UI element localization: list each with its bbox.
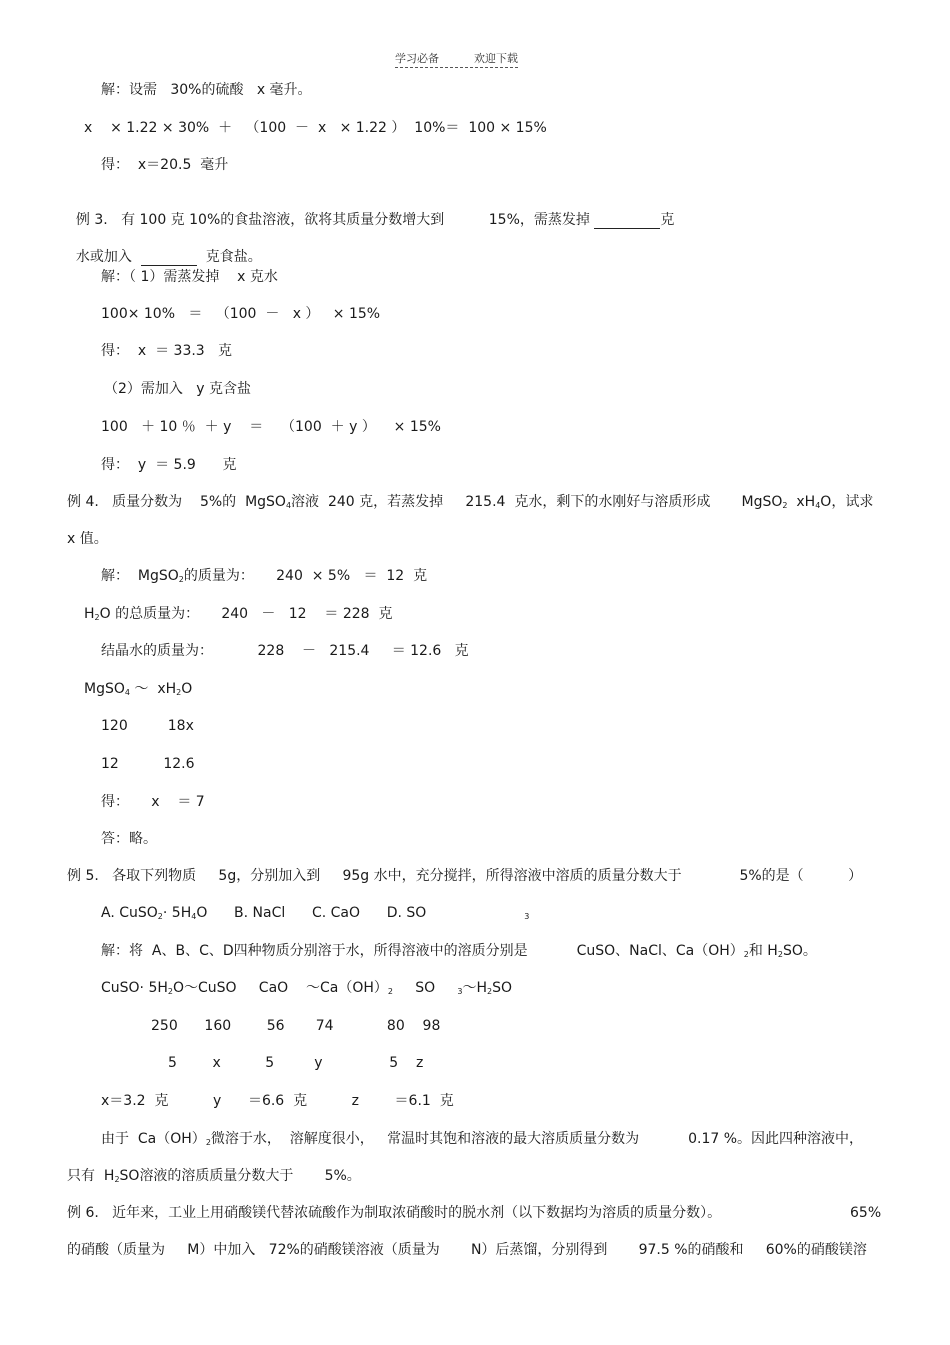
text-line: x＝3.2 克 y ＝6.6 克 z ＝6.1 克	[101, 1093, 454, 1109]
subscript: 3	[457, 987, 463, 996]
text-segment: 例 3. 有 100 克 10%的食盐溶液，欲将其质量分数增大到 15%，需蒸发掉	[75, 212, 590, 228]
text-line: 得： y ＝ 5.9 克	[101, 457, 237, 473]
subscript: 2	[743, 950, 749, 959]
subscript: 4	[815, 501, 821, 510]
text-line	[101, 904, 529, 926]
text-segment: 微溶于水， 溶解度很小， 常温时其饱和溶液的最大溶质质量分数为 0.17 %。因此四种溶液中，	[210, 1131, 864, 1147]
text-line: 5 x 5 y 5 z	[168, 1055, 424, 1071]
text-line	[67, 230, 262, 266]
text-segment: 克食盐。	[205, 249, 262, 265]
subscript: 4	[191, 912, 197, 921]
subscript: 2	[782, 501, 788, 510]
text-line: 得： x ＝ 7	[101, 794, 205, 810]
text-segment: 和 H	[748, 943, 778, 959]
text-line: 解：（ 1）需蒸发掉 x 克水	[101, 269, 278, 285]
answer-blank[interactable]	[594, 214, 660, 229]
text-line	[101, 567, 427, 589]
text-line: 12 12.6	[101, 756, 195, 772]
text-segment: ～H	[462, 980, 488, 996]
text-segment: 例 4. 质量分数为 5%的 MgSO	[67, 494, 286, 510]
text-line: 答：略。	[101, 831, 157, 847]
text-line: x 值。	[67, 531, 108, 547]
text-line: （2）需加入 y 克含盐	[104, 381, 251, 397]
example-3-line	[67, 193, 674, 229]
answer-blank[interactable]	[141, 251, 197, 266]
text-segment: 溶液 240 克，若蒸发掉 215.4 克水，剩下的水刚好与溶质形成	[291, 494, 711, 510]
subscript: 2	[94, 613, 100, 622]
text-line: 100 ＋ 10 ％ ＋ y ＝ （100 ＋ y ） × 15%	[101, 419, 441, 435]
text-segment: 解：将 A、B、C、D四种物质分别溶于水，所得溶液中的溶质分别是 CuSO、NaCl、Ca（OH）	[101, 943, 744, 959]
text-line: 250 160 56 74 80 98	[151, 1018, 441, 1034]
text-segment: CuSO· 5H	[101, 980, 168, 996]
subscript: 4	[124, 688, 130, 697]
subscript: 2	[487, 987, 493, 996]
text-segment: · 5H	[162, 905, 192, 921]
text-segment: O，试求	[820, 494, 874, 510]
example-6-line: 例 6. 近年来，工业上用硝酸镁代替浓硫酸作为制取浓硝酸时的脱水剂（以下数据均为溶质的质量分数）。	[67, 1205, 722, 1221]
text-segment: 只有 H	[67, 1168, 115, 1184]
text-line: 结晶水的质量为： 228 － 215.4 ＝ 12.6 克	[101, 643, 469, 659]
text-segment: O～CuSO CaO ～Ca（OH）	[172, 980, 388, 996]
text-line: x × 1.22 × 30% ＋ （100 － x × 1.22 ） 10%＝ 100 × 15%	[84, 120, 547, 136]
example-4-line	[67, 493, 873, 515]
subscript: 2	[157, 912, 163, 921]
text-segment: A. CuSO	[101, 905, 158, 921]
text-line	[101, 979, 512, 1001]
text-segment: H	[84, 606, 95, 622]
text-segment: 由于 Ca（OH）	[101, 1131, 206, 1147]
text-line: 120 18x	[101, 718, 194, 734]
text-line: 的硝酸（质量为 M）中加入 72%的硝酸镁溶液（质量为 N）后蒸馏，分别得到 97.5 %的硝酸和 60%的硝酸镁溶	[67, 1242, 867, 1258]
text-line: 解：设需 30%的硫酸 x 毫升。	[101, 82, 312, 98]
text-segment: 克	[660, 212, 675, 228]
text-segment: xH	[796, 494, 816, 510]
subscript: 2	[167, 987, 173, 996]
page-header: 学习必备 欢迎下载	[395, 50, 518, 68]
text-segment: SO。	[782, 943, 817, 959]
text-segment: O B. NaCl C. CaO D. SO	[196, 905, 427, 921]
text-segment: 水或加入	[75, 249, 132, 265]
text-line: 65%	[850, 1205, 882, 1221]
text-line: 100× 10% ＝ （100 － x ） × 15%	[101, 306, 381, 322]
text-segment: MgSO	[741, 494, 783, 510]
subscript: 2	[178, 575, 184, 584]
text-segment: ～ xH	[129, 681, 177, 697]
example-5-line: 例 5. 各取下列物质 5g，分别加入到 95g 水中，充分搅拌，所得溶液中溶质的质量分数大于 5%的是（ ）	[67, 868, 863, 884]
subscript: 2	[114, 1175, 120, 1184]
text-line: 得： x ＝ 33.3 克	[101, 343, 233, 359]
subscript: 2	[205, 1138, 211, 1147]
text-segment: SO溶液的溶质质量分数大于 5%。	[119, 1168, 361, 1184]
subscript: 3	[524, 912, 530, 921]
text-line	[84, 605, 392, 627]
text-segment: MgSO	[84, 681, 125, 697]
text-line	[67, 1167, 361, 1189]
text-segment: O	[181, 681, 193, 697]
text-segment: SO	[492, 980, 513, 996]
subscript: 4	[285, 501, 292, 510]
subscript: 2	[777, 950, 783, 959]
text-line	[101, 1130, 863, 1152]
text-segment: SO	[392, 980, 458, 996]
subscript: 2	[176, 688, 182, 697]
text-segment: 解： MgSO	[101, 568, 179, 584]
text-line	[101, 942, 817, 964]
subscript: 2	[387, 987, 393, 996]
text-segment: 的质量为： 240 × 5% ＝ 12 克	[183, 568, 428, 584]
text-segment: O 的总质量为： 240 － 12 ＝ 228 克	[99, 606, 393, 622]
text-line: 得： x＝20.5 毫升	[101, 157, 229, 173]
text-line	[84, 680, 192, 702]
